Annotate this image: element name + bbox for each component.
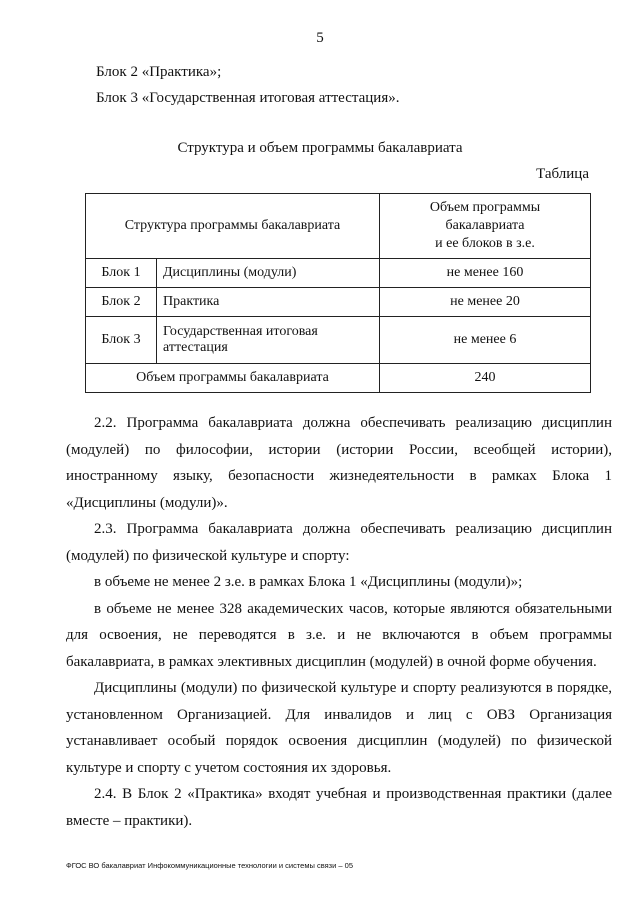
block-cell: Блок 3	[86, 317, 157, 364]
table-title: Структура и объем программы бакалавриата	[177, 140, 463, 156]
intro-line-block-3: Блок 3 «Государственная итоговая аттестация».	[96, 90, 400, 106]
paragraph-2-3-item-1: в объеме не менее 2 з.е. в рамках Блока 1 «Дисциплины (модули)»;	[94, 574, 523, 590]
paragraph-2-2: 2.2. Программа бакалавриата должна обеспечивать реализацию дисциплин (модулей) по философии, истории (истории России, всеобщей истории), иностранному языку, безопасности жизнедеятельности в рамках Блока 1 «Дисциплины (модули)».	[66, 415, 612, 511]
table-total-row	[86, 364, 591, 393]
table-row	[86, 259, 591, 288]
table-row	[86, 317, 591, 364]
block-name-cell: Дисциплины (модули)	[157, 259, 380, 288]
table-header-row	[86, 194, 591, 259]
block-volume-cell: не менее 20	[380, 288, 591, 317]
body-text	[66, 410, 612, 834]
total-label-cell: Объем программы бакалавриата	[86, 364, 380, 393]
header-structure-cell: Структура программы бакалавриата	[86, 194, 380, 259]
table-row	[86, 288, 591, 317]
block-name-cell: Практика	[157, 288, 380, 317]
block-volume-cell: не менее 6	[380, 317, 591, 364]
program-structure-table	[85, 193, 591, 393]
block-volume-cell: не менее 160	[380, 259, 591, 288]
paragraph-physical-culture: Дисциплины (модули) по физической культуре и спорту реализуются в порядке, установленном Организацией. Для инвалидов и лиц с ОВЗ Организация устанавливает особый порядок освоения дисциплин (модулей) по физической культуре и спорту с учетом состояния их здоровья.	[66, 680, 612, 776]
block-name-cell: Государственная итоговая аттестация	[157, 317, 380, 364]
paragraph-2-3-item-2: в объеме не менее 328 академических часов, которые являются обязательными для освоения, не переводятся в з.е. и не включаются в объем программы бакалавриата, в рамках элективных дисциплин (модулей) в очной форме обучения.	[66, 600, 612, 670]
footer-text: ФГОС ВО бакалавриат Инфокоммуникационные технологии и системы связи – 05	[66, 861, 353, 870]
paragraph-2-4: 2.4. В Блок 2 «Практика» входят учебная и производственная практики (далее вместе – практики).	[66, 786, 612, 829]
header-volume-line: и ее блоков в з.е.	[435, 236, 535, 251]
intro-line-block-2: Блок 2 «Практика»;	[96, 64, 222, 80]
paragraph-2-3: 2.3. Программа бакалавриата должна обеспечивать реализацию дисциплин (модулей) по физической культуре и спорту:	[66, 521, 612, 564]
header-volume-line: Объем программы	[429, 200, 541, 215]
page-number: 5	[316, 30, 324, 46]
header-volume-line: бакалавриата	[445, 218, 525, 233]
table-caption: Таблица	[536, 166, 589, 182]
total-value-cell: 240	[380, 364, 591, 393]
block-cell: Блок 1	[86, 259, 157, 288]
header-volume-cell	[380, 194, 591, 259]
block-cell: Блок 2	[86, 288, 157, 317]
